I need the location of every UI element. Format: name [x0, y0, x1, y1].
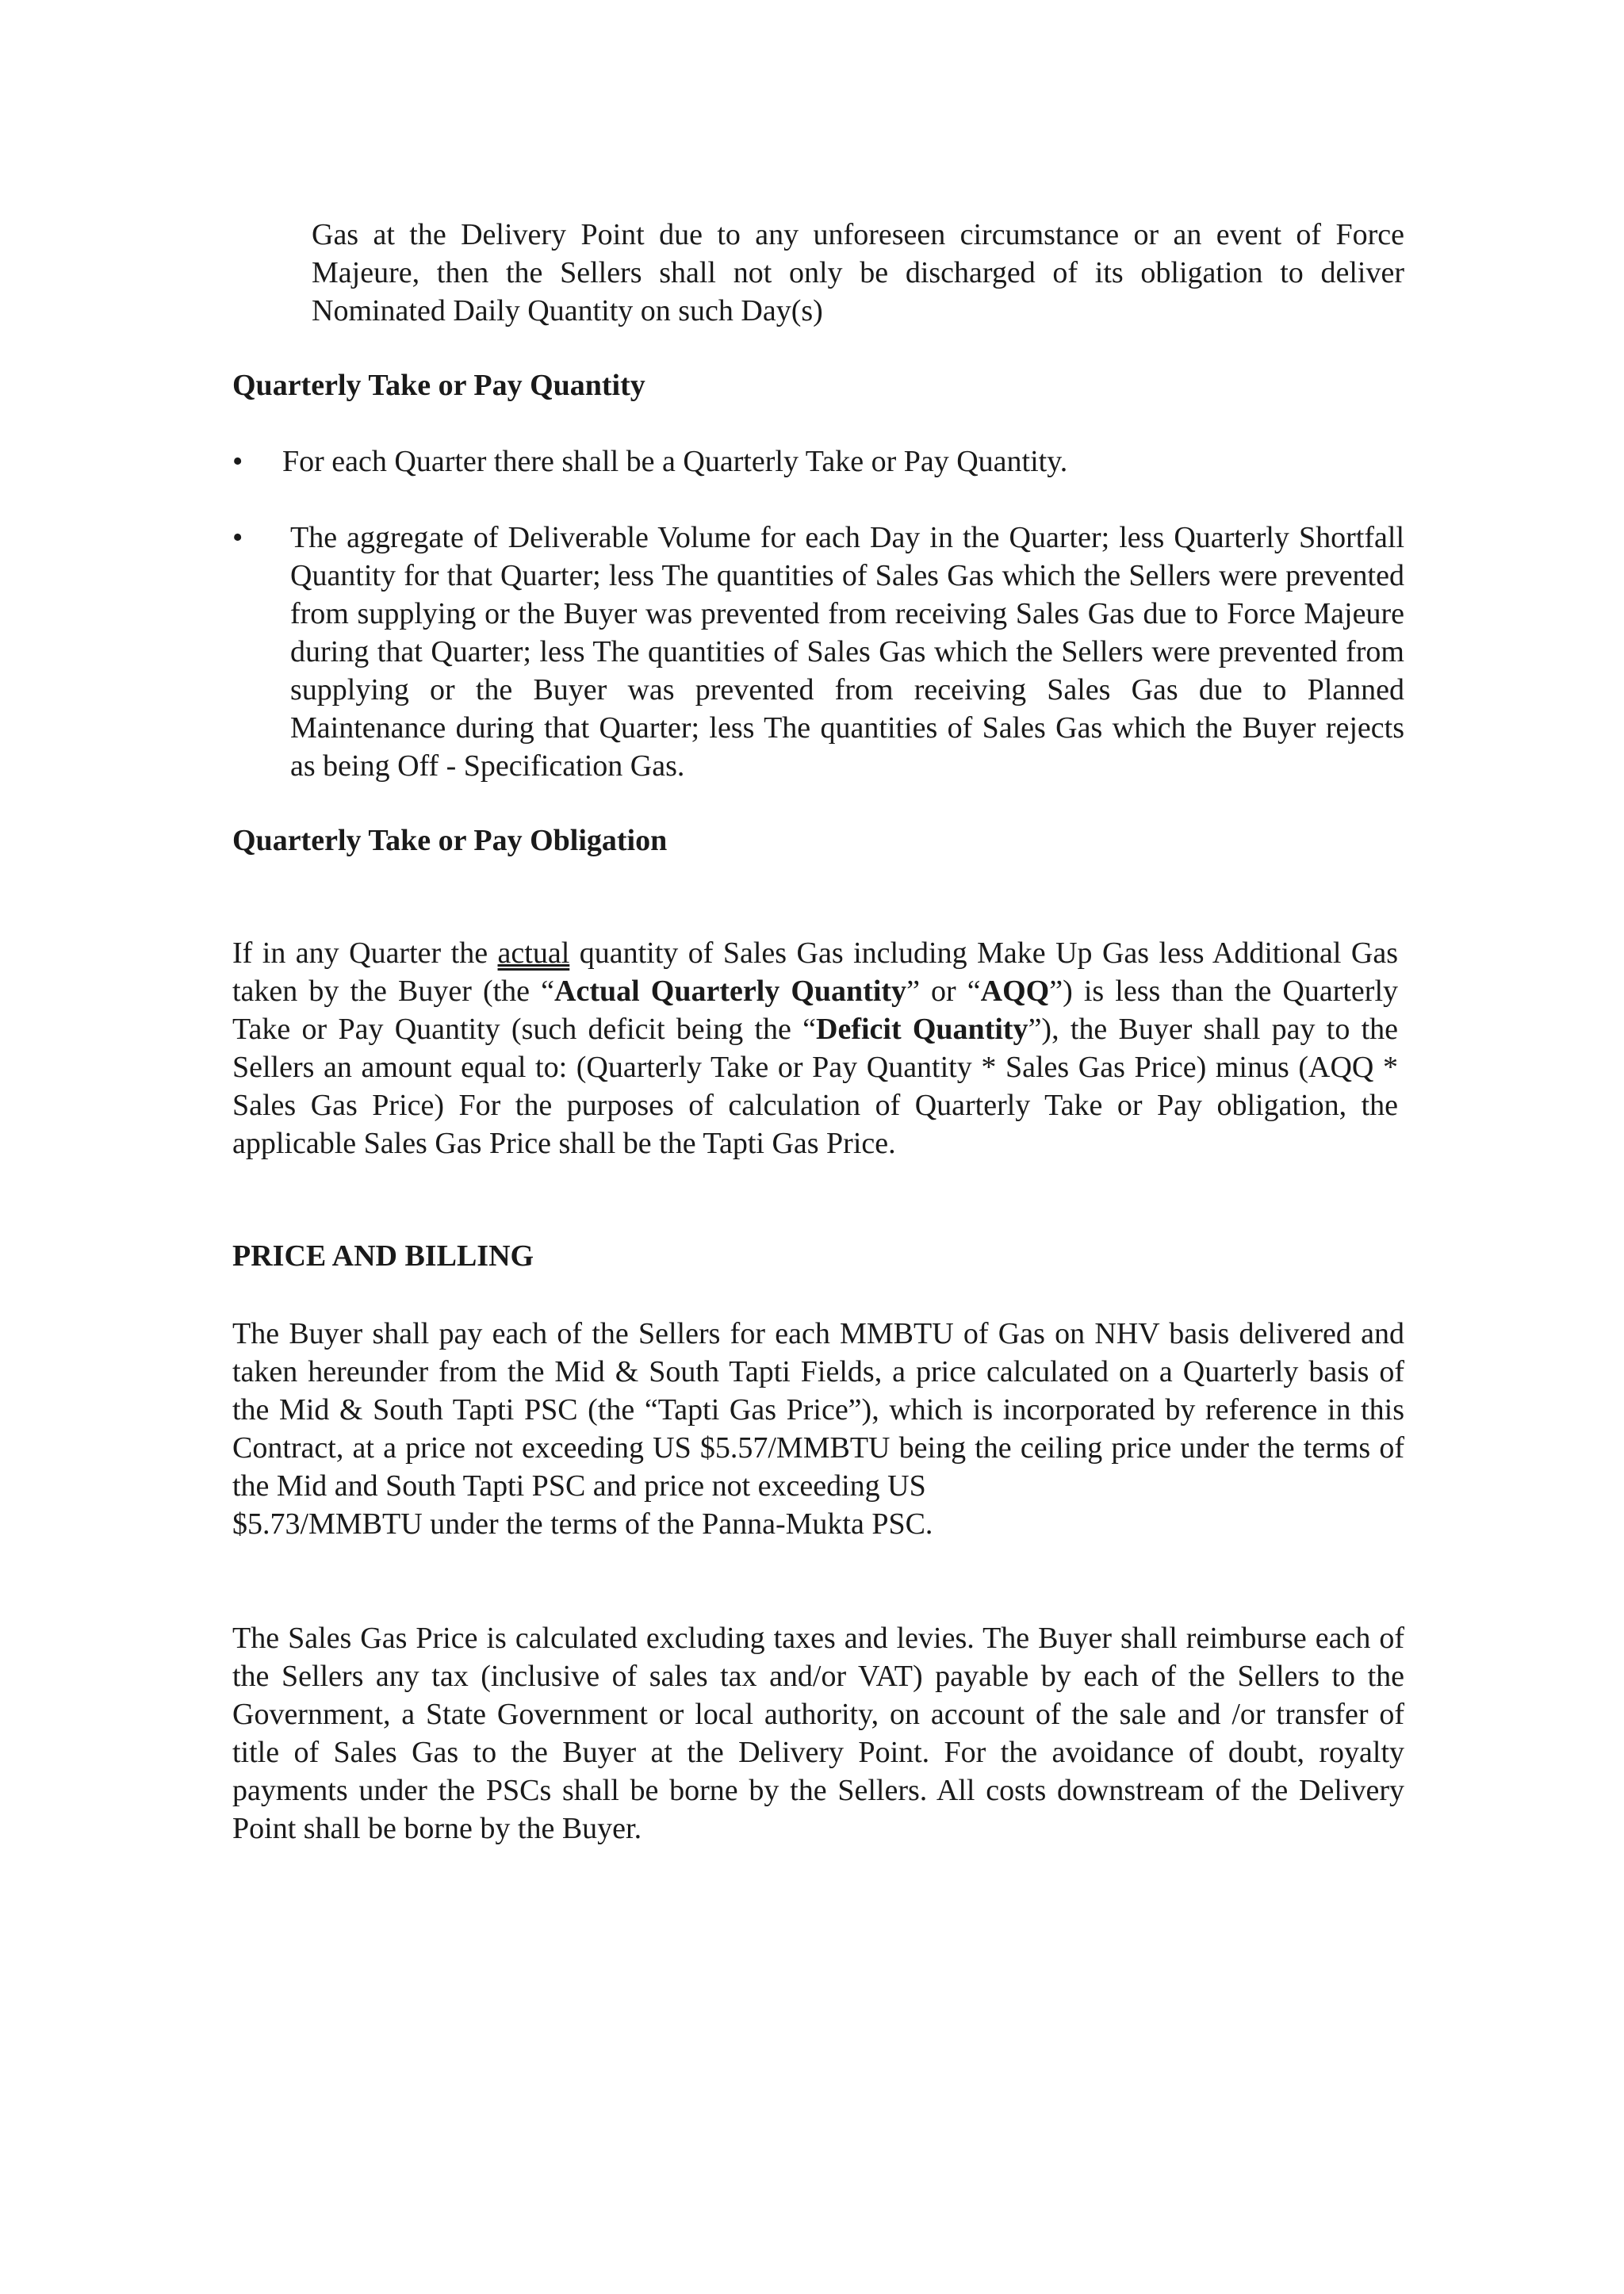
- text-run: ”), the Buyer shall pay to the Sellers an amount equal to: (Quarterly Take or Pay Quantity * Sales Gas Price) minus (AQQ * Sales Gas Price) For the purposes of calculation of Quarterly Take or Pay obligation, the applicable Sales Gas Price shall be the Tapti Gas Price.: [232, 1013, 1398, 1160]
- bullet-item: For each Quarter there shall be a Quarterly Take or Pay Quantity.: [282, 445, 1068, 478]
- text-run: quantity of Sales Gas including Make Up Gas less Additional Gas taken by the Buyer (the “: [232, 936, 1399, 1008]
- text-run: ”) is less than the Quarterly Take or Pay Quantity (such deficit being the “: [232, 975, 1399, 1046]
- tax-paragraph: The Sales Gas Price is calculated excluding taxes and levies. The Buyer shall reimburse each of the Sellers any tax (inclusive of sales tax and/or VAT) payable by each of the Sellers to the Government, a State Government or local authority, on account of the sale and /or transfer of title of Sales Gas to the Buyer at the Delivery Point. For the avoidance of doubt, royalty payments under the PSCs shall be borne by the Sellers. All costs downstream of the Delivery Point shall be borne by the Buyer.: [232, 1622, 1404, 1845]
- take-or-pay-obligation-paragraph: [232, 934, 1398, 1162]
- price-paragraph-tail: $5.73/MMBTU under the terms of the Panna-Mukta PSC.: [232, 1507, 933, 1541]
- bullet-item: The aggregate of Deliverable Volume for each Day in the Quarter; less Quarterly Shortfall Quantity for that Quarter; less The quantities of Sales Gas which the Sellers were prevented from supplying or the Buyer was prevented from receiving Sales Gas due to Force Majeure during that Quarter; less The quantities of Sales Gas which the Sellers were prevented from supplying or the Buyer was prevented from receiving Sales Gas due to Planned Maintenance during that Quarter; less The quantities of Sales Gas which the Buyer rejects as being Off - Specification Gas.: [290, 521, 1404, 783]
- text-run: ” or “: [906, 975, 981, 1008]
- heading-quarterly-take-or-pay-quantity: Quarterly Take or Pay Quantity: [232, 369, 645, 402]
- bullet-icon: •: [232, 445, 243, 478]
- price-paragraph-main: The Buyer shall pay each of the Sellers for each MMBTU of Gas on NHV basis delivered and taken hereunder from the Mid & South Tapti Fields, a price calculated on a Quarterly basis of the Mid & South Tapti PSC (the “Tapti Gas Price”), which is incorporated by reference in this Contract, at a price not exceeding US $5.57/MMBTU being the ceiling price under the terms of the Mid and South Tapti PSC and price not exceeding US: [232, 1317, 1404, 1503]
- actual-underlined-text: actual: [497, 936, 570, 970]
- text-run: If in any Quarter the: [232, 936, 498, 970]
- aqq-term: AQQ: [980, 975, 1050, 1008]
- heading-quarterly-take-or-pay-obligation: Quarterly Take or Pay Obligation: [232, 824, 668, 857]
- bullet-icon: •: [232, 521, 243, 554]
- heading-price-and-billing: PRICE AND BILLING: [232, 1239, 534, 1273]
- actual-quarterly-quantity-term: Actual Quarterly Quantity: [554, 975, 907, 1008]
- deficit-quantity-term: Deficit Quantity: [816, 1013, 1028, 1046]
- price-paragraph: [232, 1315, 1404, 1543]
- continuation-paragraph: Gas at the Delivery Point due to any unforeseen circumstance or an event of Force Majeure, then the Sellers shall not only be discharged of its obligation to deliver Nominated Daily Quantity on such Day(s): [312, 218, 1404, 327]
